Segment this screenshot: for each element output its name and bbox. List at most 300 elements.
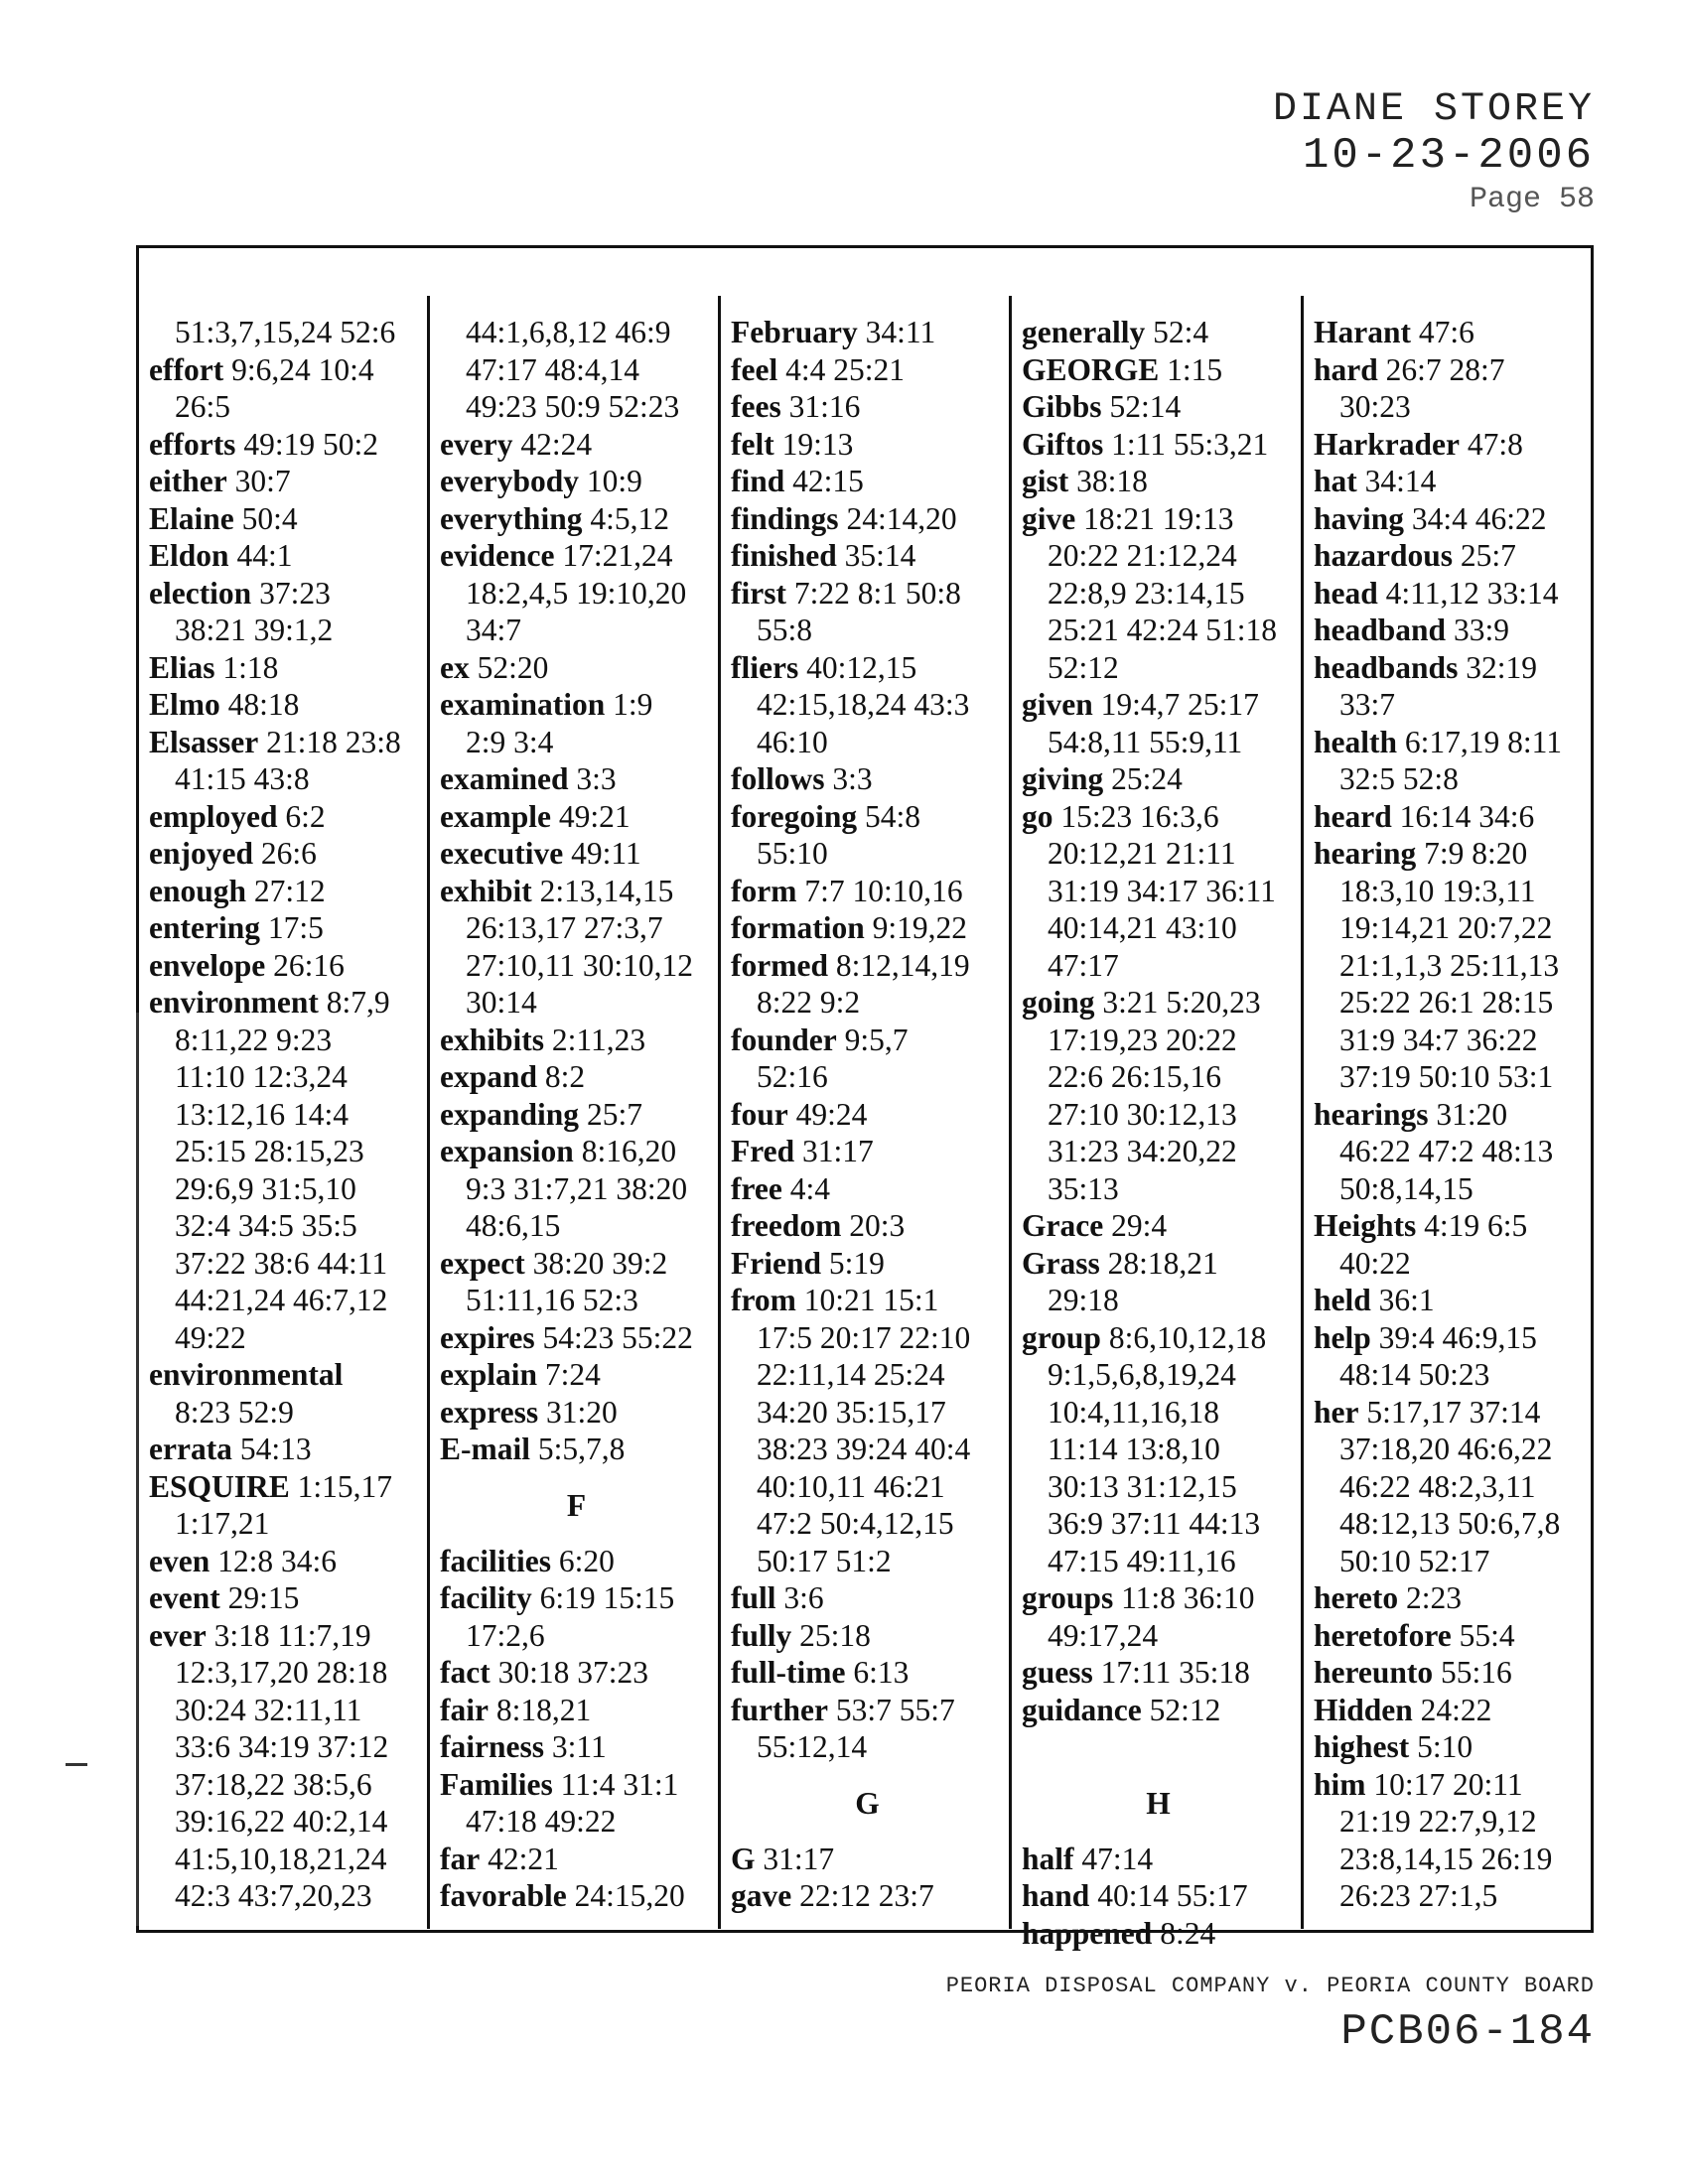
page-line-refs: 3:21 5:20,23 <box>1102 985 1261 1020</box>
index-term: hereto <box>1314 1580 1399 1615</box>
index-entry <box>149 1468 422 1506</box>
index-entry <box>440 1245 713 1283</box>
page-line-refs: 17:5 <box>267 910 324 945</box>
page-line-refs: 16:14 34:6 <box>1399 798 1535 834</box>
index-entry-continuation <box>1022 724 1295 761</box>
index-entry <box>1022 1579 1295 1617</box>
index-entry-continuation <box>1314 1245 1587 1283</box>
index-entry-continuation <box>731 724 1004 761</box>
page-line-refs: 6:20 <box>558 1543 615 1578</box>
index-entry-continuation <box>149 314 422 351</box>
page-line-refs: 24:22 <box>1420 1692 1492 1727</box>
page-line-refs: 19:14,21 20:7,22 <box>1339 910 1553 945</box>
column-divider <box>1009 296 1012 1929</box>
page-line-refs: 34:11 <box>865 315 936 349</box>
index-term: express <box>440 1394 539 1430</box>
index-entry <box>1022 426 1295 464</box>
index-entry-continuation <box>1022 909 1295 947</box>
page-line-refs: 27:12 <box>253 873 326 908</box>
page-line-refs: 8:11,22 9:23 <box>175 1022 333 1057</box>
index-entry <box>149 1356 422 1394</box>
page-line-refs: 6:2 <box>285 798 326 834</box>
case-number: PCB06-184 <box>1340 2007 1595 2057</box>
index-term: event <box>149 1580 220 1615</box>
index-entry-continuation <box>149 1877 422 1915</box>
index-entry <box>149 798 422 836</box>
index-column-4 <box>1022 314 1295 1951</box>
index-term: going <box>1022 985 1095 1020</box>
page-line-refs: 20:22 21:12,24 <box>1048 538 1237 573</box>
index-entry <box>731 1841 1004 1878</box>
page-line-refs: 32:5 52:8 <box>1339 761 1459 796</box>
page-line-refs: 39:16,22 40:2,14 <box>175 1804 388 1839</box>
page-line-refs: 33:6 34:19 37:12 <box>175 1729 389 1764</box>
page-line-refs: 1:15,17 <box>297 1468 393 1504</box>
index-term: executive <box>440 836 564 871</box>
index-entry-continuation <box>731 1468 1004 1506</box>
page-line-refs: 53:7 55:7 <box>835 1692 955 1727</box>
page-line-refs: 36:9 37:11 44:13 <box>1048 1506 1261 1541</box>
index-term: Fred <box>731 1134 795 1168</box>
page-line-refs: 46:22 47:2 48:13 <box>1339 1134 1554 1168</box>
page-line-refs: 40:14 55:17 <box>1097 1878 1248 1913</box>
page-line-refs: 1:18 <box>222 649 279 685</box>
index-entry-continuation <box>149 1841 422 1878</box>
index-term: from <box>731 1283 796 1317</box>
page-line-refs: 4:4 25:21 <box>785 351 905 387</box>
index-entry <box>731 909 1004 947</box>
index-term: fair <box>440 1692 489 1727</box>
page-line-refs: 11:10 12:3,24 <box>175 1059 348 1094</box>
index-term: given <box>1022 687 1093 722</box>
index-term: G <box>731 1841 756 1876</box>
page-line-refs: 55:8 <box>757 613 813 647</box>
page-line-refs: 41:15 43:8 <box>175 761 310 796</box>
index-term: evidence <box>440 538 555 573</box>
index-term: environmental <box>149 1357 344 1392</box>
index-entry <box>149 909 422 947</box>
page-line-refs: 10:4,11,16,18 <box>1048 1394 1219 1430</box>
index-term: everything <box>440 500 583 536</box>
index-term: first <box>731 575 786 611</box>
index-entry-continuation <box>1022 649 1295 687</box>
page-line-refs: 31:17 <box>802 1134 874 1168</box>
page-line-refs: 54:8 <box>865 798 921 834</box>
index-entry <box>149 835 422 873</box>
page-line-refs: 29:4 <box>1111 1208 1168 1243</box>
page-line-refs: 42:3 43:7,20,23 <box>175 1878 372 1913</box>
index-entry <box>440 1877 713 1915</box>
page-line-refs: 44:21,24 46:7,12 <box>175 1283 388 1317</box>
index-term: formation <box>731 910 865 945</box>
index-entry <box>1314 1394 1587 1432</box>
page-line-refs: 54:13 <box>239 1432 312 1466</box>
index-entry <box>1314 1207 1587 1245</box>
index-term: foregoing <box>731 798 858 834</box>
index-entry <box>149 1543 422 1580</box>
page-line-refs: 17:5 20:17 22:10 <box>757 1319 971 1355</box>
index-entry <box>731 500 1004 538</box>
index-entry <box>1314 1096 1587 1134</box>
page-line-refs: 11:8 36:10 <box>1121 1580 1255 1615</box>
page-line-refs: 2:13,14,15 <box>539 873 674 908</box>
index-term: full-time <box>731 1655 846 1690</box>
index-entry-continuation <box>149 1022 422 1059</box>
index-entry <box>149 724 422 761</box>
index-entry-continuation <box>1314 686 1587 724</box>
page-line-refs: 47:2 50:4,12,15 <box>757 1506 954 1541</box>
page-line-refs: 8:6,10,12,18 <box>1108 1319 1267 1355</box>
index-entry <box>731 873 1004 910</box>
page-line-refs: 47:17 <box>1048 947 1119 983</box>
index-term: everybody <box>440 464 579 498</box>
index-entry-continuation <box>1314 1022 1587 1059</box>
index-entry-continuation <box>440 351 713 389</box>
page-line-refs: 55:10 <box>757 836 828 871</box>
index-term: highest <box>1314 1729 1410 1764</box>
page-line-refs: 52:12 <box>1048 649 1119 685</box>
index-term: feel <box>731 351 778 387</box>
index-entry <box>731 1654 1004 1692</box>
index-term: hearing <box>1314 836 1417 871</box>
index-term: facilities <box>440 1543 551 1578</box>
page-line-refs: 49:24 <box>795 1096 868 1132</box>
page-line-refs: 48:18 <box>227 687 300 722</box>
index-term: expanding <box>440 1096 580 1132</box>
page-line-refs: 4:4 <box>789 1170 831 1206</box>
index-entry-continuation <box>440 984 713 1022</box>
page-line-refs: 10:21 15:1 <box>803 1283 939 1317</box>
page-line-refs: 4:11,12 33:14 <box>1385 575 1559 611</box>
index-term: either <box>149 464 227 498</box>
page-line-refs: 37:18,20 46:6,22 <box>1339 1432 1553 1466</box>
page-line-refs: 42:21 <box>488 1841 559 1876</box>
index-term: ever <box>149 1617 207 1653</box>
index-entry <box>731 1170 1004 1208</box>
page-line-refs: 18:21 19:13 <box>1083 500 1234 536</box>
page-line-refs: 25:7 <box>1460 538 1516 573</box>
page-line-refs: 8:2 <box>544 1059 586 1094</box>
index-entry-continuation <box>149 612 422 649</box>
page-line-refs: 1:9 <box>613 687 653 722</box>
page-line-refs: 8:16,20 <box>581 1134 677 1168</box>
index-entry <box>149 984 422 1022</box>
index-entry <box>440 1394 713 1432</box>
index-entry <box>1022 984 1295 1022</box>
page-line-refs: 8:24 <box>1160 1915 1216 1951</box>
page-line-refs: 54:23 55:22 <box>542 1319 693 1355</box>
index-term: happened <box>1022 1915 1153 1951</box>
index-term: form <box>731 873 797 908</box>
page-line-refs: 11:4 31:1 <box>560 1766 679 1802</box>
index-entry-continuation <box>149 1245 422 1283</box>
index-entry-continuation <box>149 388 422 426</box>
index-entry-continuation <box>1022 873 1295 910</box>
page-line-refs: 6:19 15:15 <box>539 1580 675 1615</box>
page-line-refs: 3:6 <box>783 1580 824 1615</box>
index-term: free <box>731 1170 782 1206</box>
index-entry-continuation <box>1314 1505 1587 1543</box>
page-line-refs: 41:5,10,18,21,24 <box>175 1841 387 1876</box>
index-entry <box>731 1617 1004 1655</box>
page-line-refs: 50:17 51:2 <box>757 1543 892 1578</box>
index-term: errata <box>149 1432 232 1466</box>
index-term: four <box>731 1096 788 1132</box>
page-line-refs: 34:20 35:15,17 <box>757 1394 946 1430</box>
page-line-refs: 3:18 11:7,19 <box>213 1617 371 1653</box>
page-line-refs: 13:12,16 14:4 <box>175 1096 350 1132</box>
index-term: E-mail <box>440 1432 530 1466</box>
index-entry-continuation <box>440 724 713 761</box>
index-entry-continuation <box>1314 1170 1587 1208</box>
index-term: follows <box>731 761 825 796</box>
index-entry-continuation <box>440 612 713 649</box>
page-line-refs: 37:18,22 38:5,6 <box>175 1766 372 1802</box>
index-entry-continuation <box>731 1319 1004 1357</box>
index-term: hand <box>1022 1878 1090 1913</box>
index-entry-continuation <box>440 1207 713 1245</box>
page-line-refs: 18:2,4,5 19:10,20 <box>466 575 687 611</box>
page-line-refs: 34:7 <box>466 613 522 647</box>
index-term: her <box>1314 1394 1359 1430</box>
page-line-refs: 9:3 31:7,21 38:20 <box>466 1170 688 1206</box>
page-line-refs: 21:1,1,3 25:11,13 <box>1339 947 1560 983</box>
index-entry <box>149 686 422 724</box>
index-entry <box>731 649 1004 687</box>
index-term: facility <box>440 1580 532 1615</box>
index-term: head <box>1314 575 1378 611</box>
index-entry-continuation <box>731 1058 1004 1096</box>
index-term: freedom <box>731 1208 842 1243</box>
page-line-refs: 10:17 20:11 <box>1373 1766 1523 1802</box>
index-entry <box>1314 1282 1587 1319</box>
index-term: hearings <box>1314 1096 1429 1132</box>
index-entry-continuation <box>1022 1282 1295 1319</box>
index-term: Hidden <box>1314 1692 1413 1727</box>
page-line-refs: 52:20 <box>477 649 549 685</box>
page-line-refs: 26:6 <box>260 836 317 871</box>
page-line-refs: 2:11,23 <box>551 1022 646 1057</box>
index-term: heretofore <box>1314 1617 1452 1653</box>
spacer <box>1022 1728 1295 1766</box>
index-entry-continuation <box>1314 1841 1587 1878</box>
page-line-refs: 37:22 38:6 44:11 <box>175 1245 388 1281</box>
page-line-refs: 12:8 34:6 <box>217 1543 337 1578</box>
page-line-refs: 51:3,7,15,24 52:6 <box>175 315 396 349</box>
page-line-refs: 30:14 <box>466 985 537 1020</box>
page-line-refs: 36:1 <box>1378 1283 1435 1317</box>
index-entry <box>1022 798 1295 836</box>
index-entry-continuation <box>440 1170 713 1208</box>
margin-mark <box>136 1013 139 1926</box>
page-line-refs: 8:12,14,19 <box>835 947 970 983</box>
index-entry <box>731 1877 1004 1915</box>
index-entry <box>1314 649 1587 687</box>
page-line-refs: 31:20 <box>1436 1096 1508 1132</box>
page-line-refs: 31:16 <box>788 389 861 424</box>
index-term: hat <box>1314 464 1357 498</box>
index-entry <box>731 1692 1004 1729</box>
page-line-refs: 9:6,24 10:4 <box>231 351 374 387</box>
page-line-refs: 29:15 <box>227 1580 300 1615</box>
index-entry <box>440 873 713 910</box>
index-term: example <box>440 798 551 834</box>
page-line-refs: 40:10,11 46:21 <box>757 1468 945 1504</box>
index-entry <box>440 1579 713 1617</box>
index-entry <box>440 1841 713 1878</box>
index-term: explain <box>440 1357 538 1392</box>
page-line-refs: 3:3 <box>832 761 873 796</box>
index-entry <box>1022 686 1295 724</box>
index-entry-continuation <box>1314 1356 1587 1394</box>
index-entry <box>440 1319 713 1357</box>
index-term: go <box>1022 798 1053 834</box>
index-entry-continuation <box>440 575 713 613</box>
index-entry <box>440 798 713 836</box>
page-line-refs: 5:10 <box>1417 1729 1474 1764</box>
page-line-refs: 40:14,21 43:10 <box>1048 910 1237 945</box>
page-line-refs: 25:21 42:24 51:18 <box>1048 613 1278 647</box>
index-column-3 <box>731 314 1004 1942</box>
index-entry-continuation <box>149 1319 422 1357</box>
index-entry <box>1022 1915 1295 1953</box>
index-entry-continuation <box>149 1803 422 1841</box>
index-entry <box>440 1356 713 1394</box>
index-entry-continuation <box>1022 1022 1295 1059</box>
page-line-refs: 5:5,7,8 <box>537 1432 626 1466</box>
index-term: enough <box>149 873 247 908</box>
index-entry <box>731 947 1004 985</box>
index-entry <box>1314 1766 1587 1804</box>
section-letter: G <box>855 1785 880 1821</box>
index-entry-continuation <box>440 314 713 351</box>
index-entry <box>440 1058 713 1096</box>
index-term: Harkrader <box>1314 426 1460 462</box>
index-term: hereunto <box>1314 1655 1434 1690</box>
page-line-refs: 23:8,14,15 26:19 <box>1339 1841 1553 1876</box>
index-column-2 <box>440 314 713 1942</box>
page-line-refs: 25:18 <box>799 1617 871 1653</box>
index-entry <box>731 1282 1004 1319</box>
page-line-refs: 20:12,21 21:11 <box>1048 836 1236 871</box>
page-line-refs: 8:23 52:9 <box>175 1394 294 1430</box>
index-term: Gibbs <box>1022 389 1102 424</box>
index-entry <box>440 1728 713 1766</box>
index-entry <box>1022 1877 1295 1915</box>
index-term: exhibits <box>440 1022 545 1057</box>
index-term: examined <box>440 761 569 796</box>
index-entry <box>440 500 713 538</box>
page-line-refs: 49:17,24 <box>1048 1617 1159 1653</box>
index-term: finished <box>731 538 837 573</box>
index-entry-continuation <box>1022 1096 1295 1134</box>
index-entry-continuation <box>731 1356 1004 1394</box>
index-entry-continuation <box>1314 984 1587 1022</box>
index-entry-continuation <box>1022 1505 1295 1543</box>
index-entry-continuation <box>1314 1877 1587 1915</box>
index-term: health <box>1314 724 1398 759</box>
index-entry-continuation <box>1314 947 1587 985</box>
page-line-refs: 6:17,19 8:11 <box>1404 724 1562 759</box>
index-entry <box>731 798 1004 836</box>
index-entry <box>149 351 422 389</box>
index-entry-continuation <box>1022 947 1295 985</box>
index-entry <box>1314 1617 1587 1655</box>
page-line-refs: 50:4 <box>241 500 298 536</box>
index-entry <box>1022 351 1295 389</box>
page-line-refs: 48:6,15 <box>466 1208 561 1243</box>
index-entry <box>440 760 713 798</box>
page-line-refs: 21:19 22:7,9,12 <box>1339 1804 1537 1839</box>
index-term: guidance <box>1022 1692 1142 1727</box>
index-entry <box>1314 463 1587 500</box>
page-line-refs: 48:12,13 50:6,7,8 <box>1339 1506 1561 1541</box>
index-term: environment <box>149 985 319 1020</box>
index-entry <box>1022 1319 1295 1357</box>
index-entry <box>1314 1728 1587 1766</box>
index-entry <box>731 351 1004 389</box>
index-entry-continuation <box>1022 1394 1295 1432</box>
page-line-refs: 22:6 26:15,16 <box>1048 1059 1222 1094</box>
index-term: full <box>731 1580 776 1615</box>
page-line-refs: 1:11 55:3,21 <box>1111 426 1269 462</box>
index-entry <box>1314 1579 1587 1617</box>
page-line-refs: 47:17 48:4,14 <box>466 351 640 387</box>
index-entry-continuation <box>1022 1431 1295 1468</box>
index-entry-continuation <box>440 388 713 426</box>
page-line-refs: 31:17 <box>763 1841 835 1876</box>
index-term: expires <box>440 1319 535 1355</box>
page-line-refs: 30:24 32:11,11 <box>175 1692 362 1727</box>
page-line-refs: 27:10 30:12,13 <box>1048 1096 1237 1132</box>
index-entry-continuation <box>1314 1468 1587 1506</box>
page-line-refs: 38:23 39:24 40:4 <box>757 1432 971 1466</box>
page-line-refs: 9:19,22 <box>872 910 967 945</box>
page-line-refs: 49:21 <box>558 798 631 834</box>
page-line-refs: 5:19 <box>828 1245 885 1281</box>
page-line-refs: 26:16 <box>273 947 345 983</box>
page-line-refs: 51:11,16 52:3 <box>466 1283 638 1317</box>
page-line-refs: 29:6,9 31:5,10 <box>175 1170 356 1206</box>
page-line-refs: 7:7 10:10,16 <box>804 873 963 908</box>
section-letter: H <box>1146 1785 1171 1821</box>
index-entry-continuation <box>149 1207 422 1245</box>
page-line-refs: 39:4 46:9,15 <box>1378 1319 1537 1355</box>
index-entry-continuation <box>1314 388 1587 426</box>
index-term: Elsasser <box>149 724 259 759</box>
page-line-refs: 18:3,10 19:3,11 <box>1339 873 1536 908</box>
index-entry-continuation <box>1022 1356 1295 1394</box>
margin-mark <box>66 1763 87 1766</box>
index-entry-continuation <box>149 1692 422 1729</box>
page-line-refs: 20:3 <box>849 1208 906 1243</box>
page-line-refs: 5:17,17 37:14 <box>1366 1394 1541 1430</box>
page-line-refs: 34:14 <box>1364 464 1437 498</box>
page-line-refs: 9:5,7 <box>844 1022 909 1057</box>
index-term: giving <box>1022 761 1104 796</box>
index-entry-continuation <box>149 1282 422 1319</box>
index-term: Heights <box>1314 1208 1417 1243</box>
index-term: employed <box>149 798 278 834</box>
index-term: fees <box>731 389 781 424</box>
page-line-refs: 24:15,20 <box>574 1878 685 1913</box>
index-entry <box>731 1245 1004 1283</box>
index-entry-continuation <box>149 1654 422 1692</box>
page-line-refs: 49:22 <box>175 1319 246 1355</box>
page-line-refs: 17:11 35:18 <box>1100 1655 1250 1690</box>
page-line-refs: 47:14 <box>1081 1841 1154 1876</box>
index-entry <box>731 314 1004 351</box>
